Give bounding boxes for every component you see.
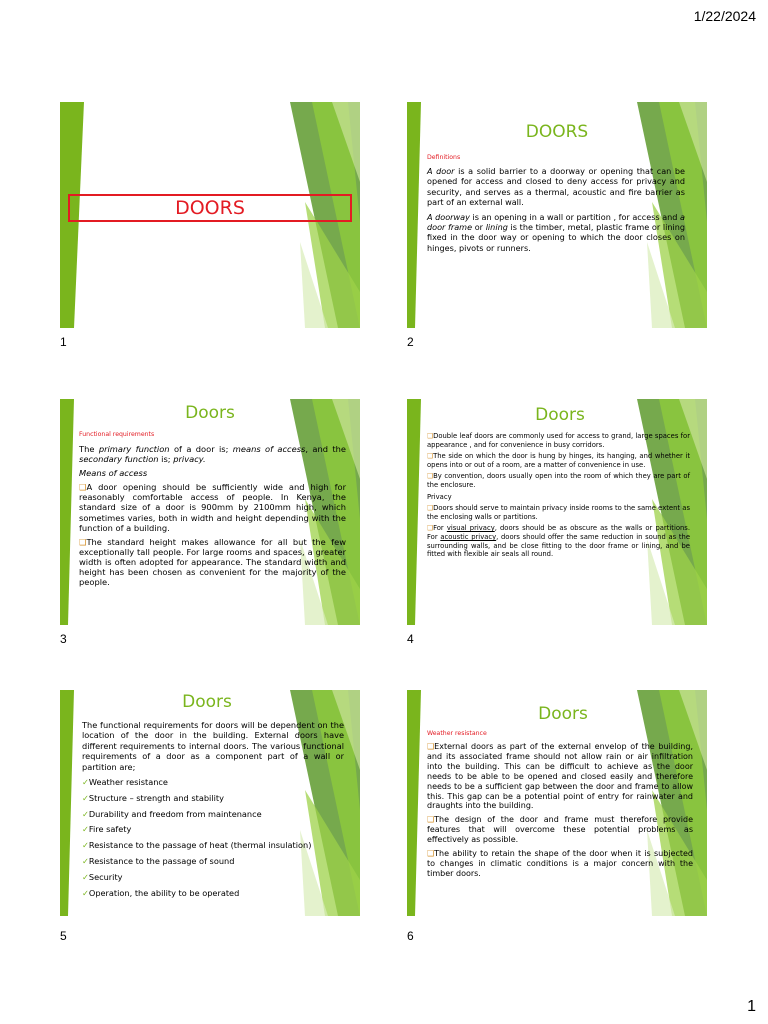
slide-1 <box>60 102 360 328</box>
slide-body <box>79 444 346 591</box>
square-bullet-icon: ❑ <box>427 849 435 859</box>
slide-number: 5 <box>60 929 67 943</box>
check-mark-icon: ✓ <box>82 871 89 882</box>
slide-6 <box>407 690 707 916</box>
definition-door: A door is a solid barrier to a doorway or opening that can be opened for access and closed to deny access for privacy and security, and serves as a thermal, acoustic and fire barrier as part of an external wall. <box>427 166 685 208</box>
check-mark-icon: ✓ <box>82 777 89 788</box>
check-mark-icon: ✓ <box>82 856 89 867</box>
slide-title: Doors <box>535 405 585 425</box>
list-item: ✓Operation, the ability to be operated <box>82 887 240 898</box>
requirements-list <box>82 777 344 898</box>
function-statement: The primary function of a door is; means of access, and the secondary function is; privacy. <box>79 444 346 465</box>
slide-number: 1 <box>60 335 67 349</box>
bullet-item: ❑External doors as part of the external envelop of the building, and its associated frame should not allow rain or air infiltration into the building. This can be difficult to achieve as the door needs to be able to be opened and closed easily and therefore needs to be a sufficient gap between the door and frame to allow this. This gap can be a potential point of entry for rainwater and draughts into the building. <box>427 742 693 811</box>
check-mark-icon: ✓ <box>82 824 89 835</box>
square-bullet-icon: ❑ <box>427 504 434 513</box>
list-item: ✓Resistance to the passage of heat (thermal insulation) <box>82 840 312 851</box>
bullet-item: ❑The design of the door and frame must therefore provide features that will overcome these potential problems as effectively as possible. <box>427 815 693 845</box>
bullet-item: ❑Double leaf doors are commonly used for access to grand, large spaces for appearance , and for convenience in busy corridors. <box>427 432 690 449</box>
slide-number: 2 <box>407 335 414 349</box>
list-item: ✓Durability and freedom from maintenance <box>82 808 262 819</box>
list-item: ✓Weather resistance <box>82 777 168 788</box>
slide-4 <box>407 399 707 625</box>
definition-doorway: A doorway is an opening in a wall or partition , for access and a door frame or lining is the timber, metal, plastic frame or lining fixed in the door way or opening to which the door closes on hinges, pivots or runners. <box>427 211 685 253</box>
slide-title: Doors <box>185 403 235 423</box>
slide-title: Doors <box>538 704 588 724</box>
check-mark-icon: ✓ <box>82 887 89 898</box>
square-bullet-icon: ❑ <box>427 524 434 533</box>
slide-subtitle: Weather resistance <box>427 730 487 737</box>
check-mark-icon: ✓ <box>82 808 89 819</box>
slide-number: 4 <box>407 632 414 646</box>
page-number: 1 <box>747 998 756 1015</box>
bullet-item: ❑By convention, doors usually open into the room of which they are part of the enclosure. <box>427 472 690 489</box>
slide-3 <box>60 399 360 625</box>
slide-title: DOORS <box>175 197 245 219</box>
bullet-item: ❑The ability to retain the shape of the door when it is subjected to changes in climatic conditions is a major concern with the timber doors. <box>427 849 693 878</box>
slide-title: Doors <box>182 692 232 712</box>
square-bullet-icon: ❑ <box>427 452 434 461</box>
slide-5 <box>60 690 360 916</box>
list-item: ✓Structure – strength and stability <box>82 792 224 803</box>
slide-title: DOORS <box>525 122 589 142</box>
square-bullet-icon: ❑ <box>79 536 87 547</box>
means-of-access-heading: Means of access <box>79 468 148 479</box>
slide-subtitle: Functional requirements <box>79 431 155 438</box>
intro-paragraph: The functional requirements for doors will be dependent on the location of the door in the building. External doors have different requirements to internal doors. The various functional requirements of a door as a component part of a wall or partition are; <box>82 720 344 772</box>
square-bullet-icon: ❑ <box>427 742 435 751</box>
bullet-item: ❑The standard height makes allowance for all but the few exceptionally tall people. For large rooms and spaces, a greater width is often adopted for appearance. The standard width and height has been chosen as convenient for the majority of the people. <box>79 536 346 588</box>
check-mark-icon: ✓ <box>82 792 89 803</box>
bullet-item: ❑Doors should serve to maintain privacy inside rooms to the same extent as the enclosing walls or partitions. <box>427 504 690 521</box>
list-item: ✓Fire safety <box>82 824 132 835</box>
slide-body <box>427 432 690 562</box>
bullet-item: ❑A door opening should be sufficiently wide and high for reasonably comfortable access of people. In Kenya, the standard size of a door is 900mm by 2100mm high, which sometimes varies, both in width and height depending with the function of a building. <box>79 482 346 533</box>
square-bullet-icon: ❑ <box>427 432 434 440</box>
slide-body <box>82 720 344 903</box>
slide-body <box>427 742 693 883</box>
slide-number: 3 <box>60 632 67 646</box>
bullet-item: ❑The side on which the door is hung by hinges, its hanging, and whether it opens into or out of a room, are a matter of convenience in use. <box>427 452 690 469</box>
slide-body <box>427 166 685 257</box>
square-bullet-icon: ❑ <box>79 482 87 493</box>
slide-subtitle: Definitions <box>427 154 461 161</box>
list-item: ✓Security <box>82 871 123 882</box>
slide-number: 6 <box>407 929 414 943</box>
square-bullet-icon: ❑ <box>427 815 435 825</box>
list-item: ✓Resistance to the passage of sound <box>82 856 235 867</box>
slide-2 <box>407 102 707 328</box>
print-date: 1/22/2024 <box>693 8 756 24</box>
check-mark-icon: ✓ <box>82 840 89 851</box>
square-bullet-icon: ❑ <box>427 472 434 481</box>
privacy-heading: Privacy <box>427 492 452 501</box>
bullet-item: ❑For visual privacy, doors should be as obscure as the walls or partitions. For acoustic privacy, doors should offer the same reduction in sound as the surrounding walls, and be close fitting to the door frame or lining, and be fitted with flexible air seals all round. <box>427 524 691 559</box>
